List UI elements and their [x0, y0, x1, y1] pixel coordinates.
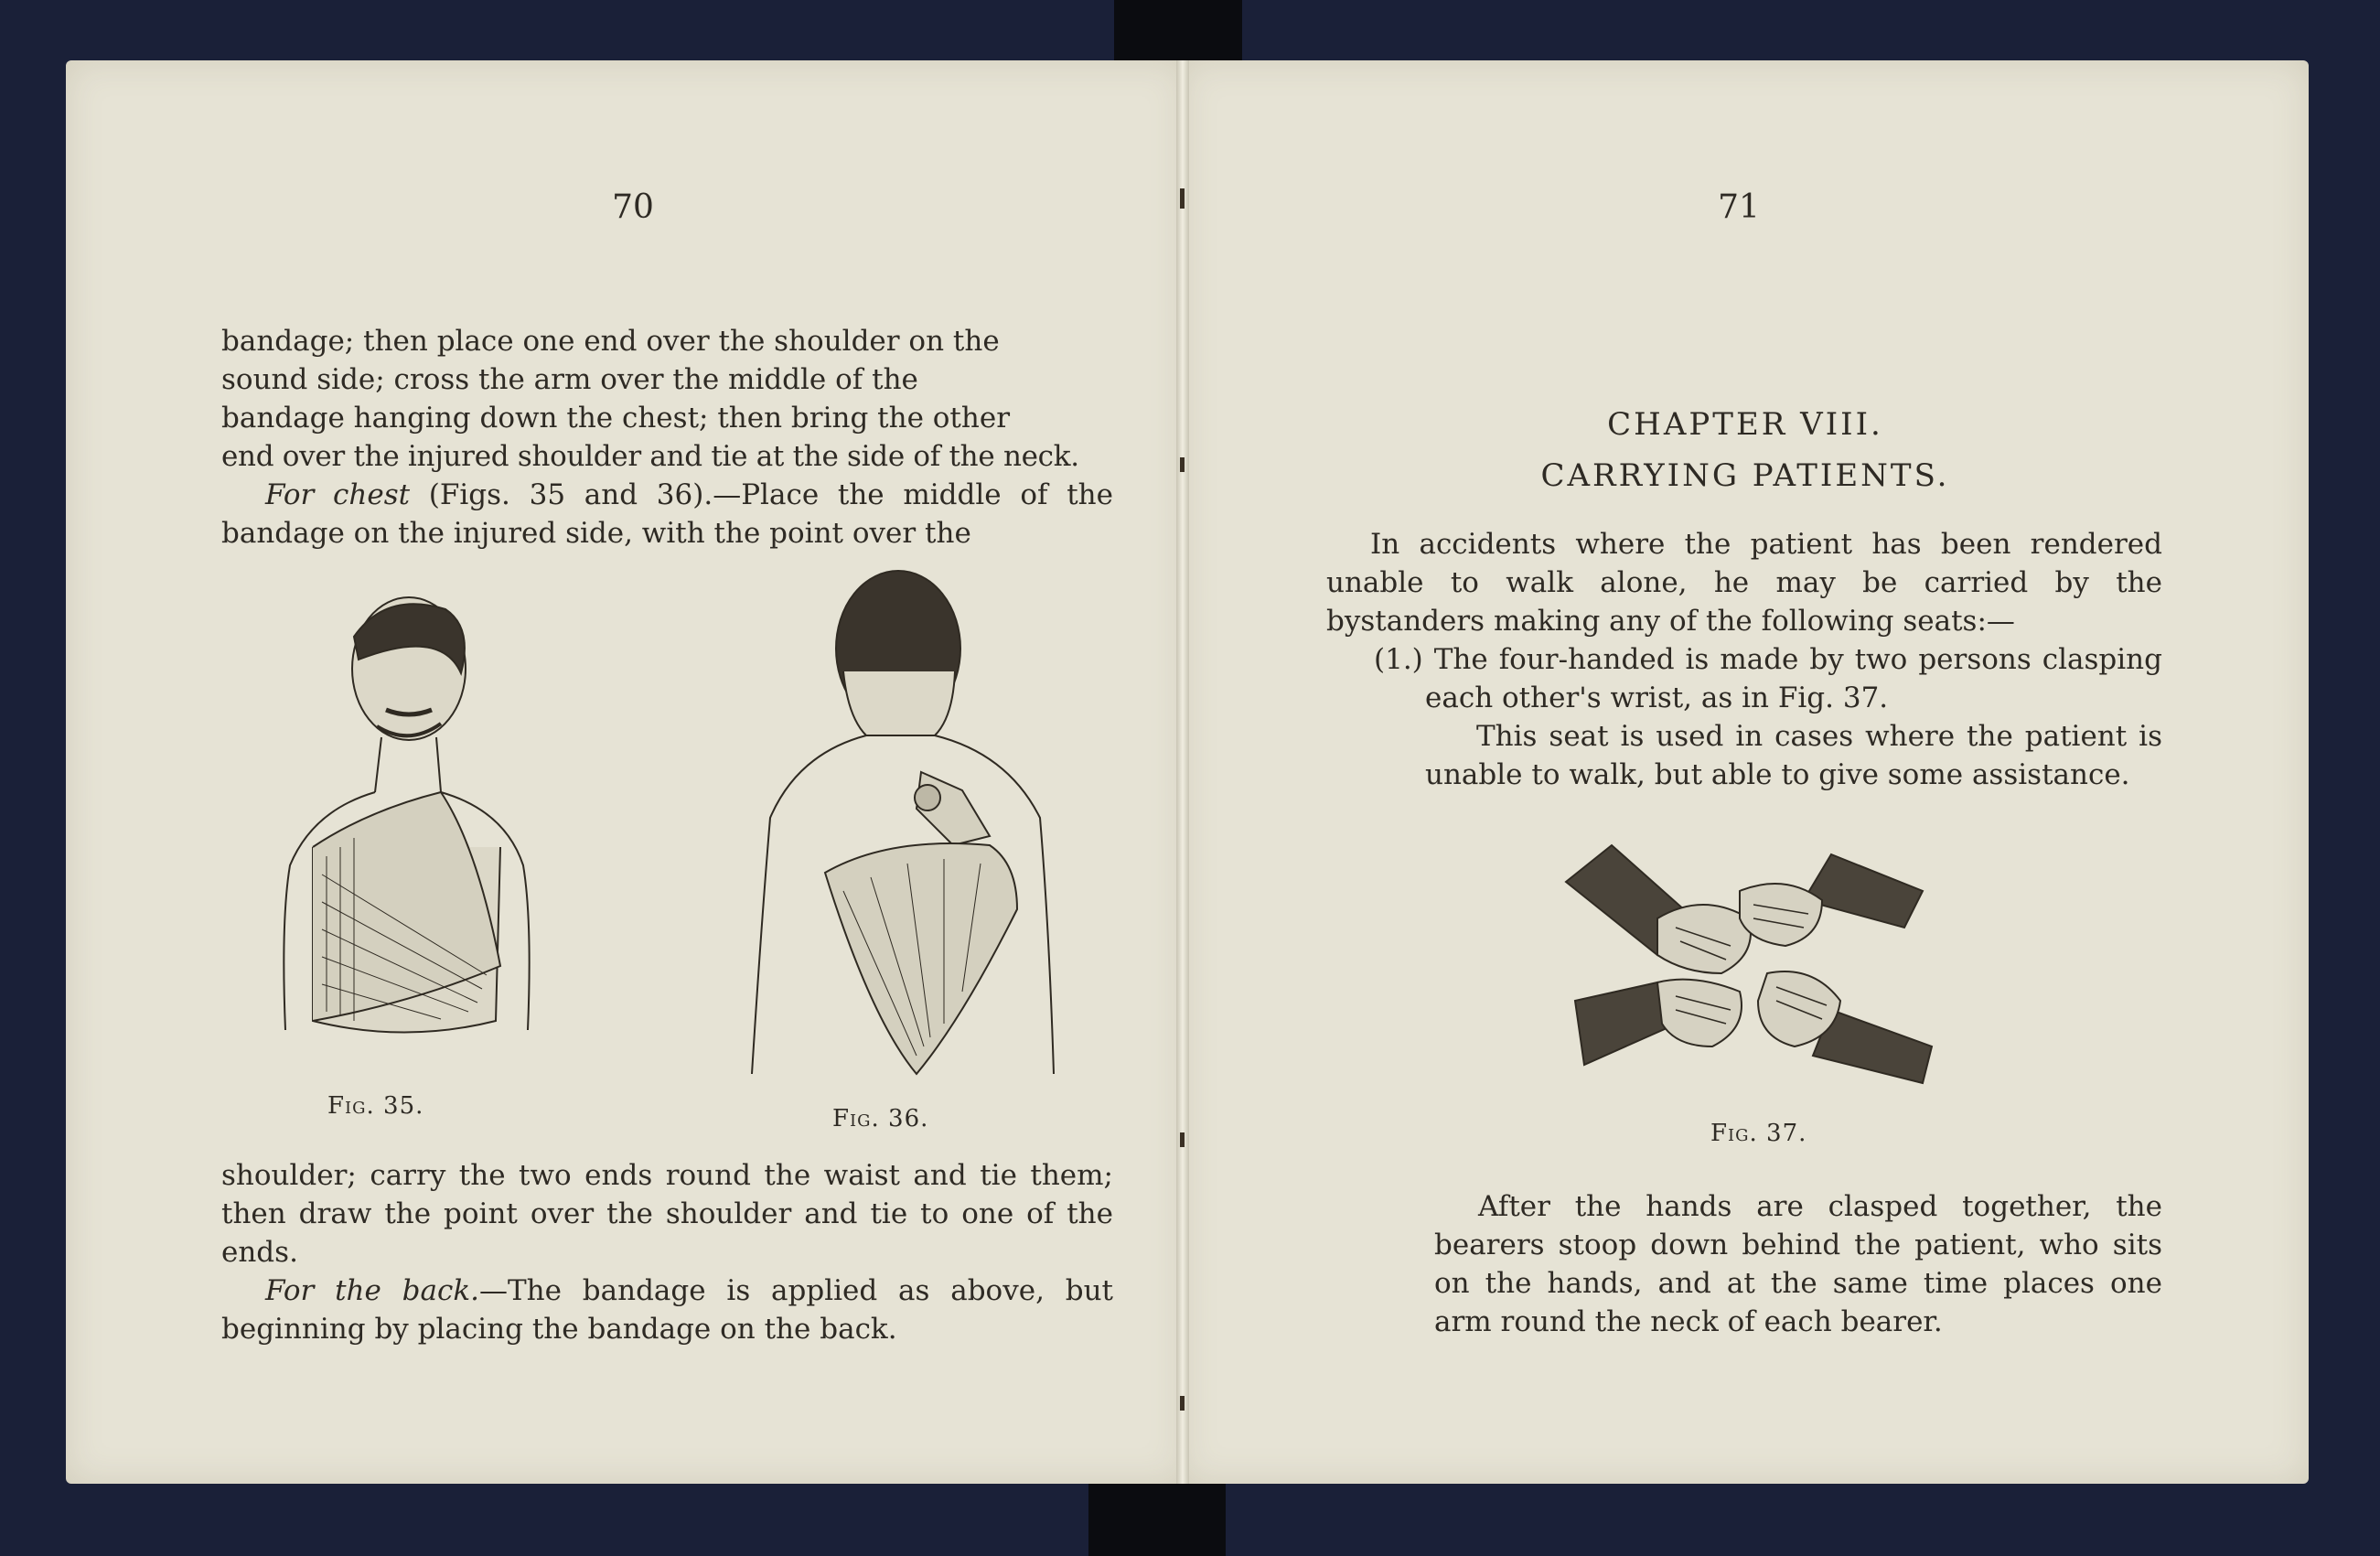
figure-36-caption: Fig. 36.: [832, 1105, 929, 1132]
continued-paragraph: shoulder; carry the two ends round the waist and tie them; then draw the point over the shoulder and tie to one of the ends.: [221, 1159, 1113, 1269]
binding-thread: [1180, 188, 1185, 209]
book-spine-bottom: [1088, 1484, 1226, 1556]
left-top-text: [221, 322, 1113, 553]
left-bottom-text: [221, 1156, 1113, 1348]
figure-35-chest-bandage-illustration: [212, 573, 615, 1085]
page-number-left: 70: [612, 188, 654, 226]
chapter-subtitle: CARRYING PATIENTS.: [1540, 457, 1950, 494]
back-heading: For the back.: [265, 1274, 479, 1307]
back-paragraph: [221, 1272, 1113, 1348]
text-line: sound side; cross the arm over the middle of the: [221, 363, 918, 396]
figure-36-back-bandage-illustration: [688, 562, 1109, 1101]
closing-paragraph: After the hands are clasped together, the bearers stoop down behind the patient, who sits on the hands, and at the same time places one arm round the neck of each bearer.: [1434, 1190, 2162, 1338]
binding-thread: [1180, 1132, 1185, 1147]
figure-37-caption: Fig. 37.: [1710, 1120, 1807, 1147]
chapter-title: CHAPTER VIII.: [1607, 406, 1883, 443]
intro-paragraph: In accidents where the patient has been rendered unable to walk alone, he may be carried by the bystanders making any of the following seats:—: [1326, 528, 2162, 638]
binding-thread: [1180, 1396, 1185, 1411]
right-page: [1182, 60, 2309, 1484]
right-bottom-text: [1434, 1187, 2162, 1341]
book-gutter: [1176, 60, 1189, 1484]
binding-thread: [1180, 457, 1185, 472]
text-line: end over the injured shoulder and tie at the side of the neck.: [221, 440, 1079, 473]
chest-text: (Figs. 35 and 36).—Place the middle of the bandage on the injured side, with the point over the: [221, 478, 1113, 550]
text-line: bandage; then place one end over the shoulder on the: [221, 325, 1000, 358]
left-page: [66, 60, 1185, 1484]
figure-37-four-handed-seat-illustration: [1557, 836, 1941, 1101]
back-text: —The bandage is applied as above, but beginning by placing the bandage on the back.: [221, 1274, 1113, 1346]
list-item-1: (1.) The four-handed is made by two persons clasping each other's wrist, as in Fig. 37.: [1374, 643, 2162, 714]
chest-paragraph: [221, 476, 1113, 553]
book-spine-top: [1114, 0, 1242, 60]
text-line: bandage hanging down the chest; then bring the other: [221, 402, 1011, 435]
right-intro-text: [1326, 525, 2162, 794]
chest-heading: For chest: [265, 478, 411, 511]
figure-35-caption: Fig. 35.: [327, 1092, 424, 1120]
list-item-1-note: This seat is used in cases where the patient is unable to walk, but able to give some assistance.: [1425, 720, 2162, 791]
page-number-right: 71: [1718, 188, 1760, 226]
